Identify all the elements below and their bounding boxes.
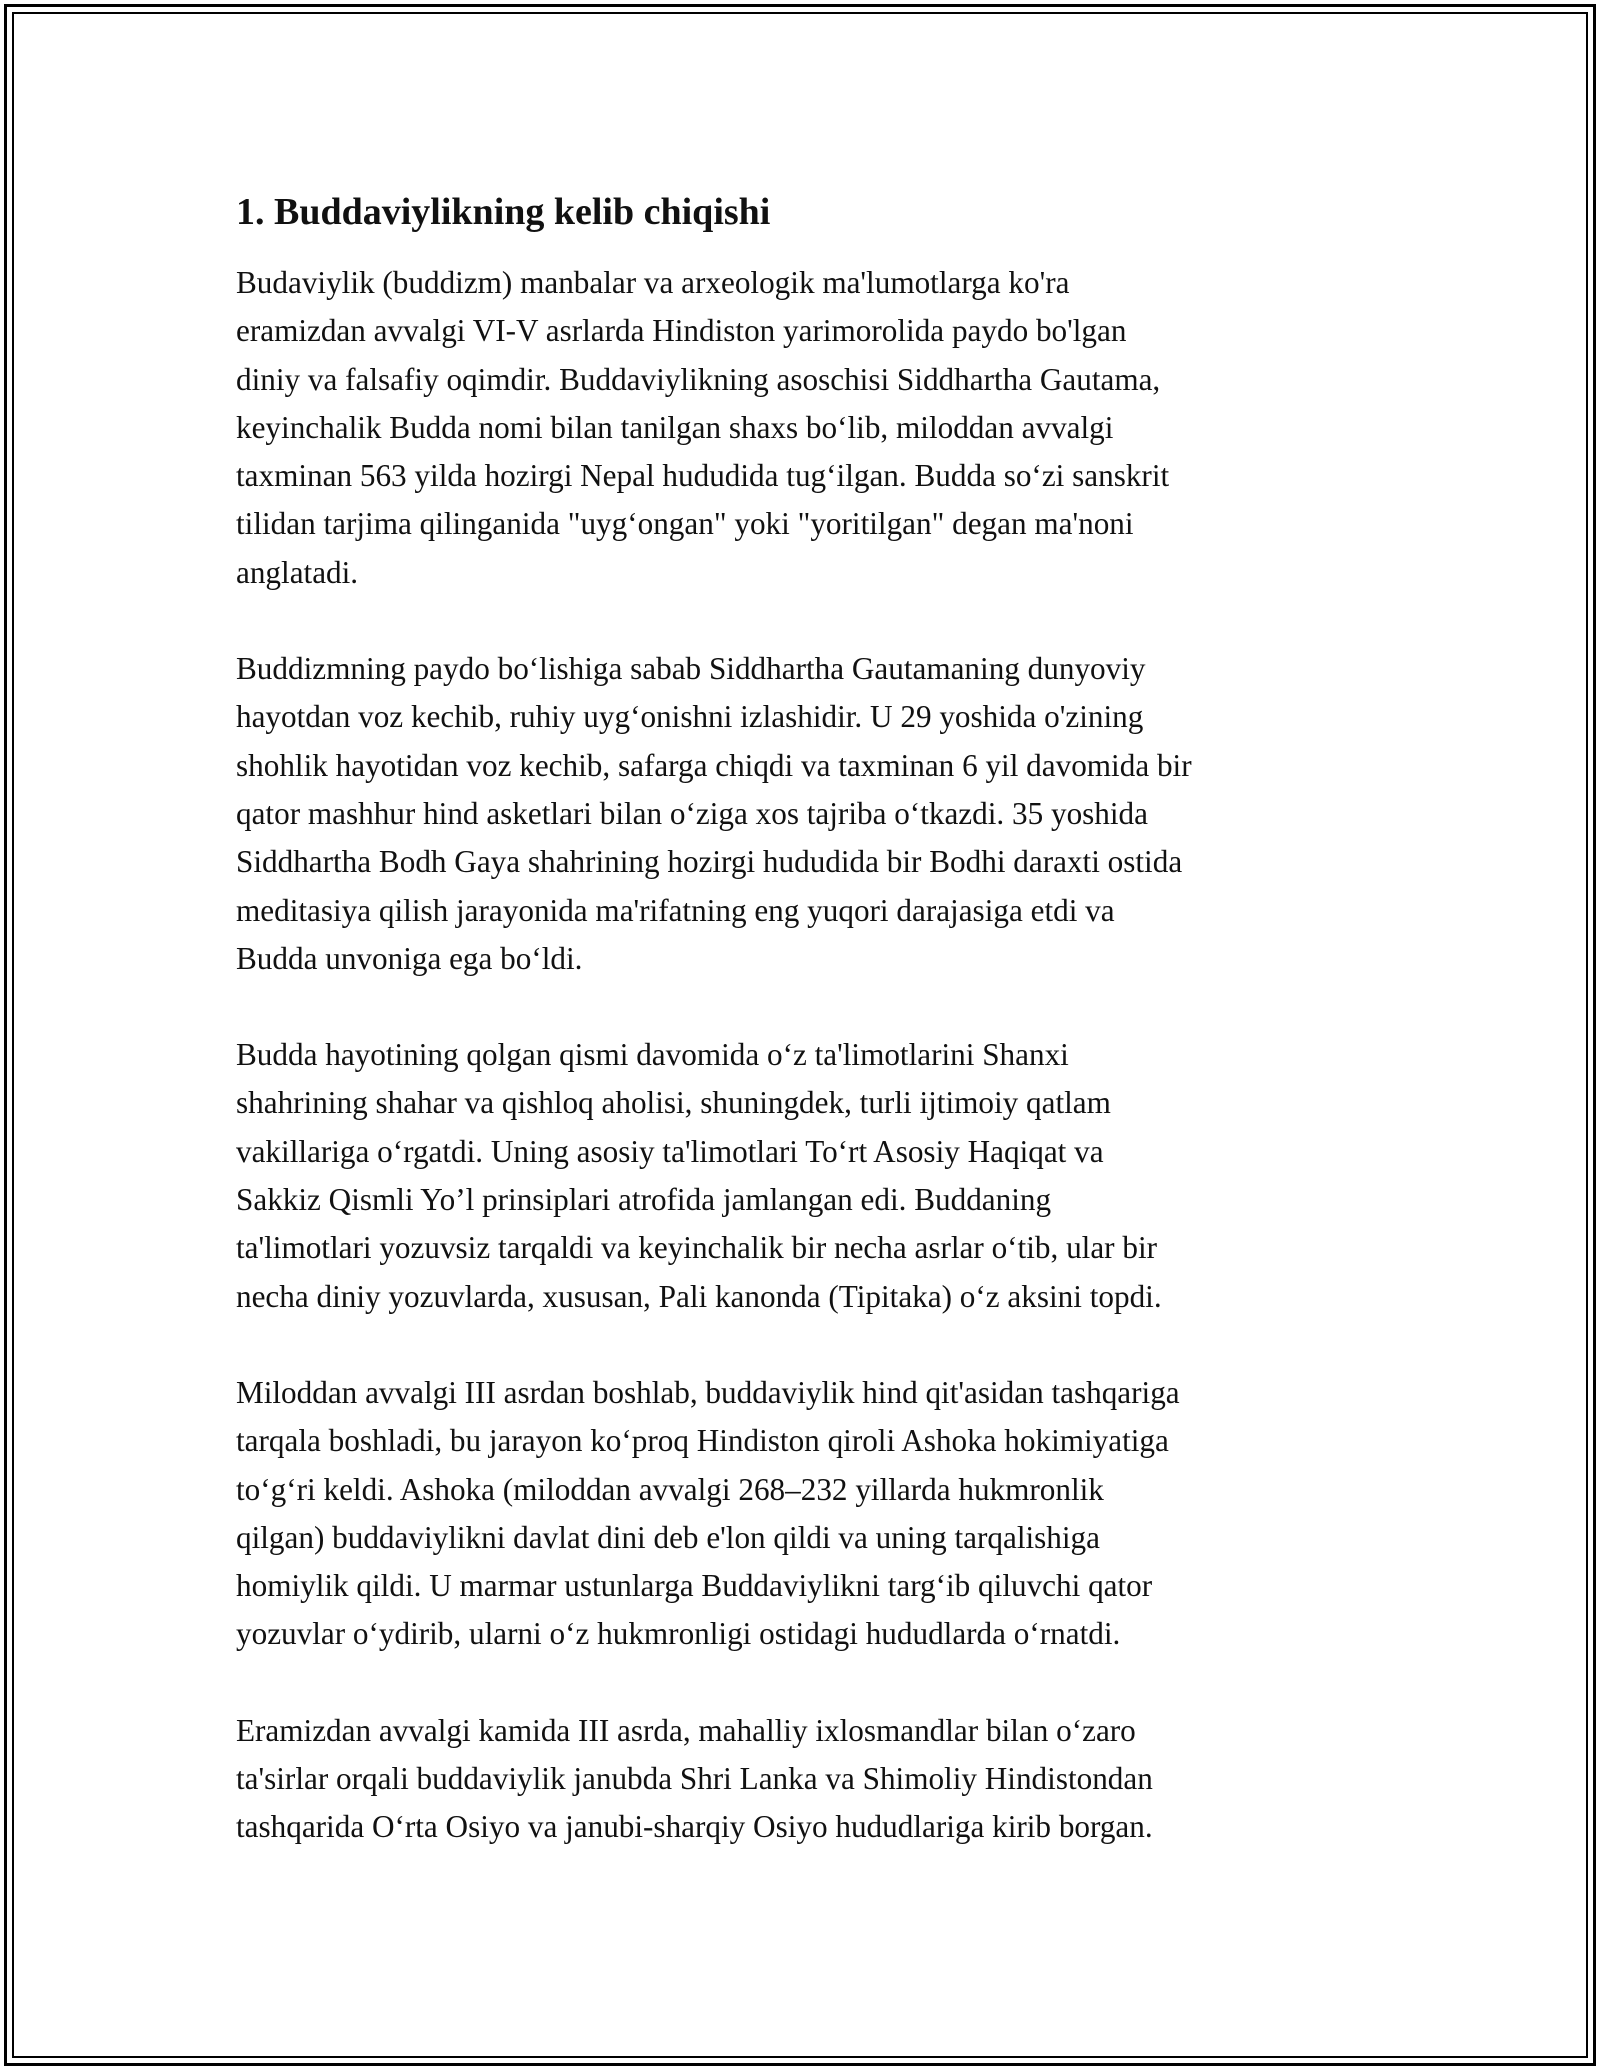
paragraph-line: Sakkiz Qismli Yo’l prinsiplari atrofida jamlangan edi. Buddaning xyxy=(236,1182,1052,1218)
section-heading: 1. Buddaviylikning kelib chiqishi xyxy=(236,191,771,233)
paragraph-enlightenment xyxy=(236,645,1396,983)
paragraph-line: homiylik qildi. U marmar ustunlarga Buddaviylikni targ‘ib qiluvchi qator xyxy=(236,1568,1153,1604)
paragraph-teachings xyxy=(236,1031,1396,1321)
paragraph-ashoka xyxy=(236,1369,1396,1659)
paragraph-line: necha diniy yozuvlarda, xususan, Pali kanonda (Tipitaka) o‘z aksini topdi. xyxy=(236,1278,1162,1314)
paragraph-line: Miloddan avvalgi III asrdan boshlab, buddaviylik hind qit'asidan tashqariga xyxy=(236,1374,1180,1410)
paragraph-line: diniy va falsafiy oqimdir. Buddaviylikning asoschisi Siddhartha Gautama, xyxy=(236,361,1161,397)
paragraph-line: taxminan 563 yilda hozirgi Nepal hududida tug‘ilgan. Budda so‘zi sanskrit xyxy=(236,458,1170,494)
paragraph-line: Eramizdan avvalgi kamida III asrda, mahalliy ixlosmandlar bilan o‘zaro xyxy=(236,1712,1136,1748)
paragraph-line: shohlik hayotidan voz kechib, safarga chiqdi va taxminan 6 yil davomida bir xyxy=(236,747,1192,783)
paragraph-line: to‘g‘ri keldi. Ashoka (miloddan avvalgi 268–232 yillarda hukmronlik xyxy=(236,1471,1104,1507)
paragraph-line: tarqala boshladi, bu jarayon ko‘proq Hindiston qiroli Ashoka hokimiyatiga xyxy=(236,1423,1169,1459)
paragraph-line: shahrining shahar va qishloq aholisi, shuningdek, turli ijtimoiy qatlam xyxy=(236,1085,1111,1121)
paragraph-line: eramizdan avvalgi VI-V asrlarda Hindiston yarimorolida paydo bo'lgan xyxy=(236,313,1127,349)
paragraph-line: keyinchalik Budda nomi bilan tanilgan shaxs bo‘lib, miloddan avvalgi xyxy=(236,409,1114,445)
paragraph-line: ta'limotlari yozuvsiz tarqaldi va keyinchalik bir necha asrlar o‘tib, ular bir xyxy=(236,1230,1157,1266)
paragraph-line: tashqarida O‘rta Osiyo va janubi-sharqiy Osiyo hududlariga kirib borgan. xyxy=(236,1809,1153,1845)
paragraph-line: yozuvlar o‘ydirib, ularni o‘z hukmronligi ostidagi hududlarda o‘rnatdi. xyxy=(236,1616,1121,1652)
paragraph-line: Buddizmning paydo bo‘lishiga sabab Siddhartha Gautamaning dunyoviy xyxy=(236,651,1146,687)
paragraph-line: Budaviylik (buddizm) manbalar va arxeologik ma'lumotlarga ko'ra xyxy=(236,265,1070,300)
paragraph-line: vakillariga o‘rgatdi. Uning asosiy ta'limotlari To‘rt Asosiy Haqiqat va xyxy=(236,1133,1104,1169)
paragraph-line: anglatadi. xyxy=(236,554,359,590)
paragraph-line: Siddhartha Bodh Gaya shahrining hozirgi hududida bir Bodhi daraxti ostida xyxy=(236,844,1183,880)
paragraph-line: qator mashhur hind asketlari bilan o‘ziga xos tajriba o‘tkazdi. 35 yoshida xyxy=(236,795,1148,831)
paragraph-origin xyxy=(236,259,1396,597)
paragraph-line: Budda hayotining qolgan qismi davomida o‘z ta'limotlarini Shanxi xyxy=(236,1037,1069,1073)
document-body xyxy=(236,188,1396,1900)
paragraph-line: meditasiya qilish jarayonida ma'rifatning eng yuqori darajasiga etdi va xyxy=(236,892,1115,928)
paragraph-line: hayotdan voz kechib, ruhiy uyg‘onishni izlashidir. U 29 yoshida o'zining xyxy=(236,699,1144,735)
paragraph-line: qilgan) buddaviylikni davlat dini deb e'lon qildi va uning tarqalishiga xyxy=(236,1519,1100,1555)
paragraph-spread xyxy=(236,1707,1396,1852)
paragraph-line: tilidan tarjima qilinganida "uyg‘ongan" yoki "yoritilgan" degan ma'noni xyxy=(236,506,1134,542)
paragraph-line: Budda unvoniga ega bo‘ldi. xyxy=(236,940,583,976)
paragraph-line: ta'sirlar orqali buddaviylik janubda Shri Lanka va Shimoliy Hindistondan xyxy=(236,1761,1153,1797)
